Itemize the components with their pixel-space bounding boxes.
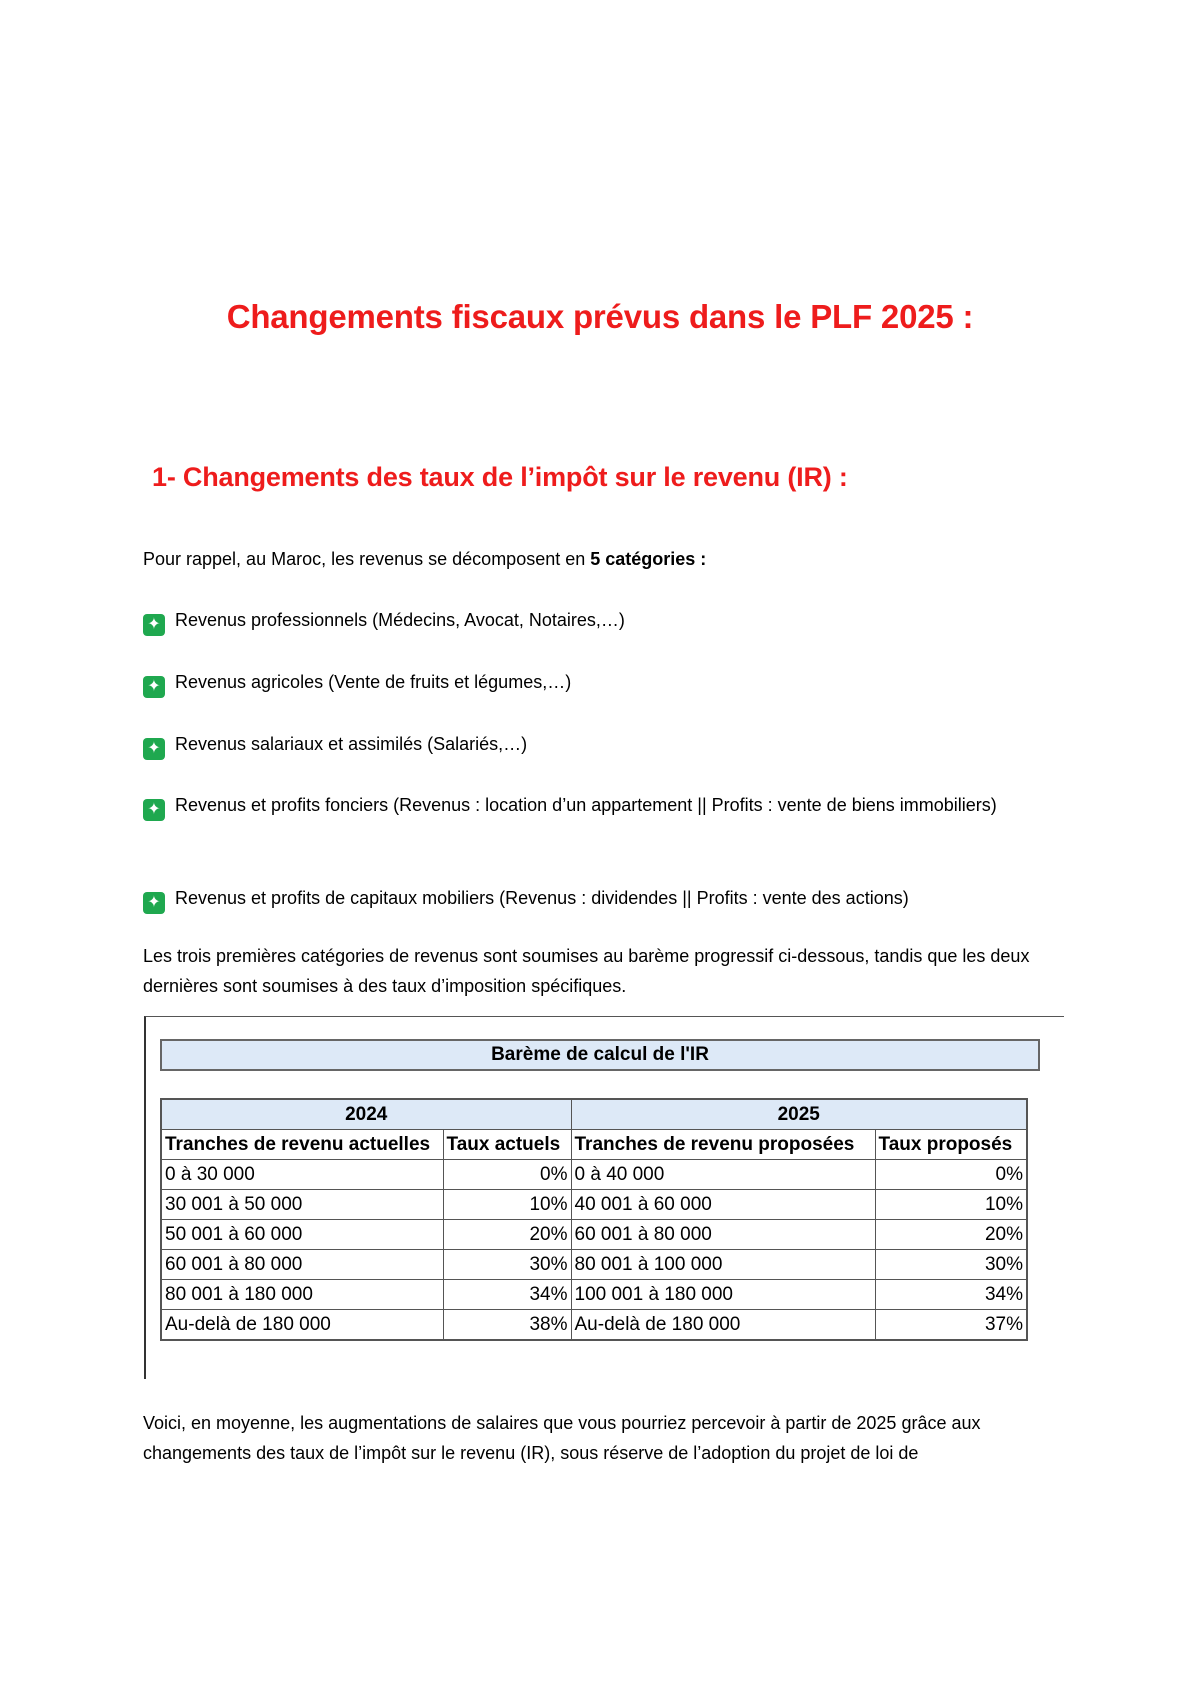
category-item (143, 667, 1063, 698)
table-cell: 34% (443, 1280, 571, 1310)
category-label: Revenus et profits fonciers (Revenus : location d’un appartement || Profits : vente de biens immobiliers) (175, 795, 997, 815)
table-row (161, 1280, 1027, 1310)
sparkle-icon: ✦ (143, 614, 165, 636)
category-label: Revenus agricoles (Vente de fruits et légumes,…) (175, 672, 572, 692)
sparkle-icon: ✦ (143, 676, 165, 698)
table-header-row (161, 1130, 1027, 1160)
salary-increase-paragraph: Voici, en moyenne, les augmentations de salaires que vous pourriez percevoir à partir de 2025 grâce aux changements des taux de l’impôt sur le revenu (IR), sous réserve de l’adoption du projet de loi de (143, 1413, 981, 1463)
table-cell: 80 001 à 180 000 (161, 1280, 443, 1310)
category-label: Revenus salariaux et assimilés (Salariés,…) (175, 734, 528, 754)
bareme-intro-paragraph: Les trois premières catégories de revenus sont soumises au barème progressif ci-dessous, tandis que les deux dernières sont soumises à des taux d’imposition spécifiques. (143, 946, 1030, 996)
year-2024-header: 2024 (161, 1099, 571, 1130)
table-year-row (161, 1099, 1027, 1130)
table-cell: 20% (875, 1220, 1027, 1250)
table-cell: 0% (875, 1160, 1027, 1190)
category-item (143, 729, 1063, 760)
table-cell: 0 à 30 000 (161, 1160, 443, 1190)
table-row (161, 1190, 1027, 1220)
table-cell: 20% (443, 1220, 571, 1250)
page-title: Changements fiscaux prévus dans le PLF 2025 : (226, 298, 974, 335)
ir-rates-table (160, 1098, 1028, 1341)
category-item (143, 790, 1063, 821)
table-cell: 30% (875, 1250, 1027, 1280)
table-cell: 0 à 40 000 (571, 1160, 875, 1190)
sparkle-icon: ✦ (143, 892, 165, 914)
column-header: Tranches de revenu proposées (571, 1130, 875, 1160)
intro-text: Pour rappel, au Maroc, les revenus se décomposent en (143, 549, 591, 569)
sparkle-icon: ✦ (143, 738, 165, 760)
table-cell: Au-delà de 180 000 (161, 1310, 443, 1341)
table-cell: 0% (443, 1160, 571, 1190)
year-2025-header: 2025 (571, 1099, 1027, 1130)
table-row (161, 1220, 1027, 1250)
category-label: Revenus et profits de capitaux mobiliers (Revenus : dividendes || Profits : vente des actions) (175, 888, 909, 908)
table-cell: 40 001 à 60 000 (571, 1190, 875, 1220)
table-cell: 60 001 à 80 000 (161, 1250, 443, 1280)
table-cell: Au-delà de 180 000 (571, 1310, 875, 1341)
sparkle-icon: ✦ (143, 799, 165, 821)
table-row (161, 1310, 1027, 1341)
column-header: Taux actuels (443, 1130, 571, 1160)
intro-paragraph (143, 544, 1063, 574)
table-cell: 100 001 à 180 000 (571, 1280, 875, 1310)
column-header: Taux proposés (875, 1130, 1027, 1160)
table-cell: 60 001 à 80 000 (571, 1220, 875, 1250)
table-row (161, 1160, 1027, 1190)
table-row (161, 1250, 1027, 1280)
table-cell: 80 001 à 100 000 (571, 1250, 875, 1280)
category-item (143, 883, 1063, 914)
table-cell: 30% (443, 1250, 571, 1280)
table-cell: 10% (875, 1190, 1027, 1220)
column-header: Tranches de revenu actuelles (161, 1130, 443, 1160)
table-cell: 30 001 à 50 000 (161, 1190, 443, 1220)
table-cell: 10% (443, 1190, 571, 1220)
category-label: Revenus professionnels (Médecins, Avocat, Notaires,…) (175, 610, 625, 630)
category-item (143, 605, 1063, 636)
intro-bold-text: 5 catégories : (590, 549, 707, 569)
table-cell: 38% (443, 1310, 571, 1341)
table-cell: 34% (875, 1280, 1027, 1310)
section-heading: 1- Changements des taux de l’impôt sur le revenu (IR) : (152, 462, 848, 492)
table-cell: 37% (875, 1310, 1027, 1341)
table-cell: 50 001 à 60 000 (161, 1220, 443, 1250)
table-title: Barème de calcul de l'IR (160, 1039, 1040, 1071)
